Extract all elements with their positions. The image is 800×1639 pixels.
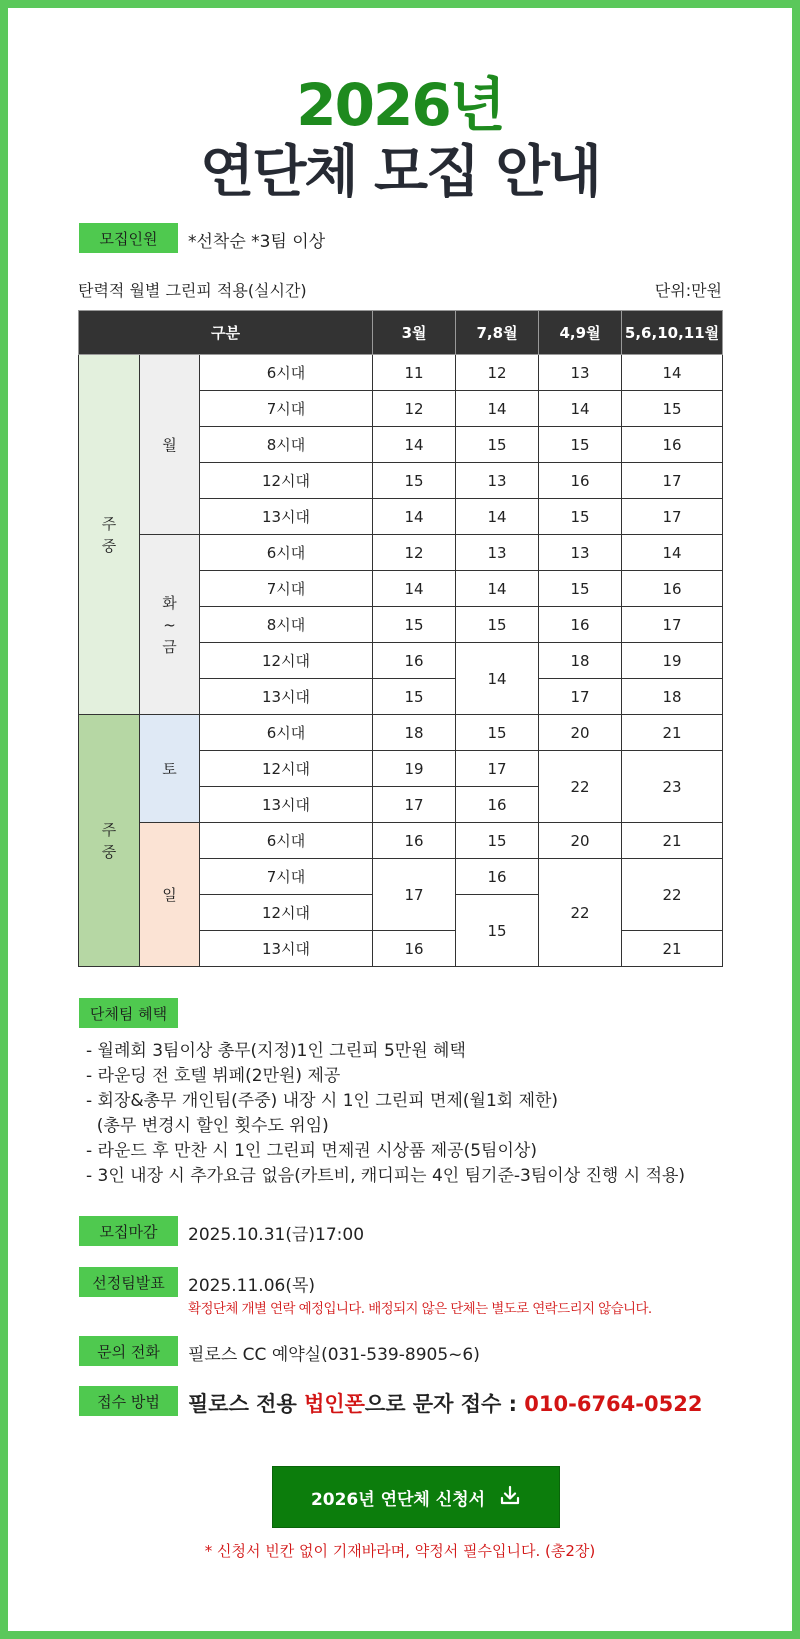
price-cell: 15 [373, 679, 456, 715]
price-cell: 13 [539, 355, 622, 391]
day-monday: 월 [140, 355, 200, 535]
price-cell: 14 [622, 355, 723, 391]
price-cell: 13 [539, 535, 622, 571]
table-row [79, 715, 723, 751]
price-cell: 23 [622, 751, 723, 823]
price-cell: 17 [539, 679, 622, 715]
price-cell: 16 [539, 463, 622, 499]
price-cell: 21 [622, 931, 723, 967]
price-cell: 18 [539, 643, 622, 679]
price-cell: 17 [622, 463, 723, 499]
phone-tag: 문의 전화 [79, 1336, 178, 1366]
price-cell: 18 [373, 715, 456, 751]
announce-date: 2025.11.06(목) [188, 1276, 316, 1296]
list-item: (총무 변경시 할인 횟수도 위임) [86, 1116, 329, 1136]
page-frame [8, 8, 792, 1631]
price-cell: 16 [373, 823, 456, 859]
deadline-tag: 모집마감 [79, 1216, 178, 1246]
recruit-text: *선착순 *3팀 이상 [188, 232, 326, 252]
benefits-tag: 단체팀 혜택 [79, 998, 178, 1028]
time-cell: 6시대 [200, 355, 373, 391]
page-title: 연단체 모집 안내 [200, 140, 600, 205]
price-cell: 17 [373, 787, 456, 823]
price-cell: 15 [539, 499, 622, 535]
title-year: 2026년 [296, 71, 504, 139]
phone-text: 필로스 CC 예약실(031-539-8905~6) [188, 1345, 480, 1365]
price-cell: 14 [456, 643, 539, 715]
price-cell: 14 [373, 499, 456, 535]
table-row [79, 823, 723, 859]
header-month-5-6-10-11: 5,6,10,11월 [622, 311, 723, 355]
price-cell: 15 [622, 391, 723, 427]
price-cell: 14 [539, 391, 622, 427]
list-item: - 라운딩 전 호텔 뷔페(2만원) 제공 [86, 1066, 341, 1086]
price-cell: 12 [373, 535, 456, 571]
header-category: 구분 [79, 311, 373, 355]
recruit-tag: 모집인원 [79, 223, 178, 253]
price-cell: 15 [539, 427, 622, 463]
time-cell: 6시대 [200, 715, 373, 751]
time-cell: 6시대 [200, 823, 373, 859]
announce-tag: 선정팀발표 [79, 1267, 178, 1297]
price-cell: 14 [373, 427, 456, 463]
time-cell: 12시대 [200, 895, 373, 931]
price-cell: 14 [622, 535, 723, 571]
price-cell: 15 [456, 715, 539, 751]
price-cell: 22 [622, 859, 723, 931]
footnote: * 신청서 빈칸 없이 기재바라며, 약정서 필수입니다. (총2장) [204, 1542, 596, 1560]
price-cell: 11 [373, 355, 456, 391]
price-cell: 13 [456, 463, 539, 499]
price-cell: 17 [622, 607, 723, 643]
download-icon [499, 1484, 521, 1511]
header-month-7-8: 7,8월 [456, 311, 539, 355]
announce-notice: 확정단체 개별 연락 예정입니다. 배정되지 않은 단체는 별도로 연락드리지 않습니다. [188, 1301, 652, 1317]
price-cell: 16 [373, 643, 456, 679]
list-item: - 월례회 3팀이상 총무(지정)1인 그린피 5만원 혜택 [86, 1041, 466, 1061]
price-cell: 15 [456, 607, 539, 643]
time-cell: 7시대 [200, 391, 373, 427]
apply-text-b: 법인폰 [304, 1392, 365, 1416]
price-cell: 14 [456, 391, 539, 427]
header-month-3: 3월 [373, 311, 456, 355]
apply-tag: 접수 방법 [79, 1386, 178, 1416]
time-cell: 7시대 [200, 859, 373, 895]
table-unit: 단위:만원 [654, 281, 722, 300]
table-caption: 탄력적 월별 그린피 적용(실시간) [78, 281, 307, 300]
table-header-row [79, 311, 723, 355]
time-cell: 6시대 [200, 535, 373, 571]
day-tue-fri: 화 ~ 금 [140, 535, 200, 715]
price-cell: 15 [539, 571, 622, 607]
price-cell: 14 [373, 571, 456, 607]
time-cell: 13시대 [200, 787, 373, 823]
time-cell: 13시대 [200, 931, 373, 967]
day-sunday: 일 [140, 823, 200, 967]
price-cell: 21 [622, 715, 723, 751]
time-cell: 12시대 [200, 643, 373, 679]
price-table [78, 310, 723, 967]
price-cell: 12 [456, 355, 539, 391]
price-cell: 19 [622, 643, 723, 679]
price-cell: 19 [373, 751, 456, 787]
time-cell: 7시대 [200, 571, 373, 607]
list-item: - 회장&총무 개인팀(주중) 내장 시 1인 그린피 면제(월1회 제한) [86, 1091, 559, 1111]
download-button-label: 2026년 연단체 신청서 [310, 1489, 486, 1510]
price-cell: 15 [456, 823, 539, 859]
price-cell: 16 [456, 859, 539, 895]
price-cell: 15 [373, 463, 456, 499]
deadline-text: 2025.10.31(금)17:00 [188, 1225, 365, 1245]
price-cell: 12 [373, 391, 456, 427]
list-item: - 3인 내장 시 추가요금 없음(카트비, 캐디피는 4인 팀기준-3팀이상 진행 시 적용) [86, 1166, 686, 1186]
apply-method [188, 1388, 702, 1418]
time-cell: 12시대 [200, 463, 373, 499]
list-item: - 라운드 후 만찬 시 1인 그린피 면제권 시상품 제공(5팀이상) [86, 1141, 537, 1161]
header-month-4-9: 4,9월 [539, 311, 622, 355]
apply-text-a: 필로스 전용 [188, 1392, 305, 1416]
price-cell: 20 [539, 823, 622, 859]
price-cell: 22 [539, 859, 622, 967]
weekend-label: 주 중 [79, 715, 140, 967]
price-cell: 15 [456, 895, 539, 967]
time-cell: 12시대 [200, 751, 373, 787]
price-cell: 15 [373, 607, 456, 643]
apply-text-c: 으로 문자 접수 : [364, 1392, 525, 1416]
price-cell: 14 [456, 499, 539, 535]
price-cell: 16 [622, 427, 723, 463]
price-cell: 16 [456, 787, 539, 823]
price-cell: 16 [622, 571, 723, 607]
price-cell: 18 [622, 679, 723, 715]
price-cell: 17 [373, 859, 456, 931]
table-row [79, 355, 723, 391]
download-application-button[interactable] [272, 1466, 560, 1528]
price-cell: 13 [456, 535, 539, 571]
price-cell: 22 [539, 751, 622, 823]
price-cell: 14 [456, 571, 539, 607]
price-cell: 16 [373, 931, 456, 967]
time-cell: 13시대 [200, 499, 373, 535]
price-cell: 15 [456, 427, 539, 463]
time-cell: 13시대 [200, 679, 373, 715]
apply-phone-number: 010-6764-0522 [524, 1392, 703, 1416]
price-cell: 17 [456, 751, 539, 787]
weekday-label: 주 중 [79, 355, 140, 715]
price-cell: 20 [539, 715, 622, 751]
time-cell: 8시대 [200, 427, 373, 463]
benefits-list [86, 1039, 685, 1189]
price-cell: 17 [622, 499, 723, 535]
price-cell: 16 [539, 607, 622, 643]
table-row [79, 535, 723, 571]
time-cell: 8시대 [200, 607, 373, 643]
day-saturday: 토 [140, 715, 200, 823]
price-cell: 21 [622, 823, 723, 859]
